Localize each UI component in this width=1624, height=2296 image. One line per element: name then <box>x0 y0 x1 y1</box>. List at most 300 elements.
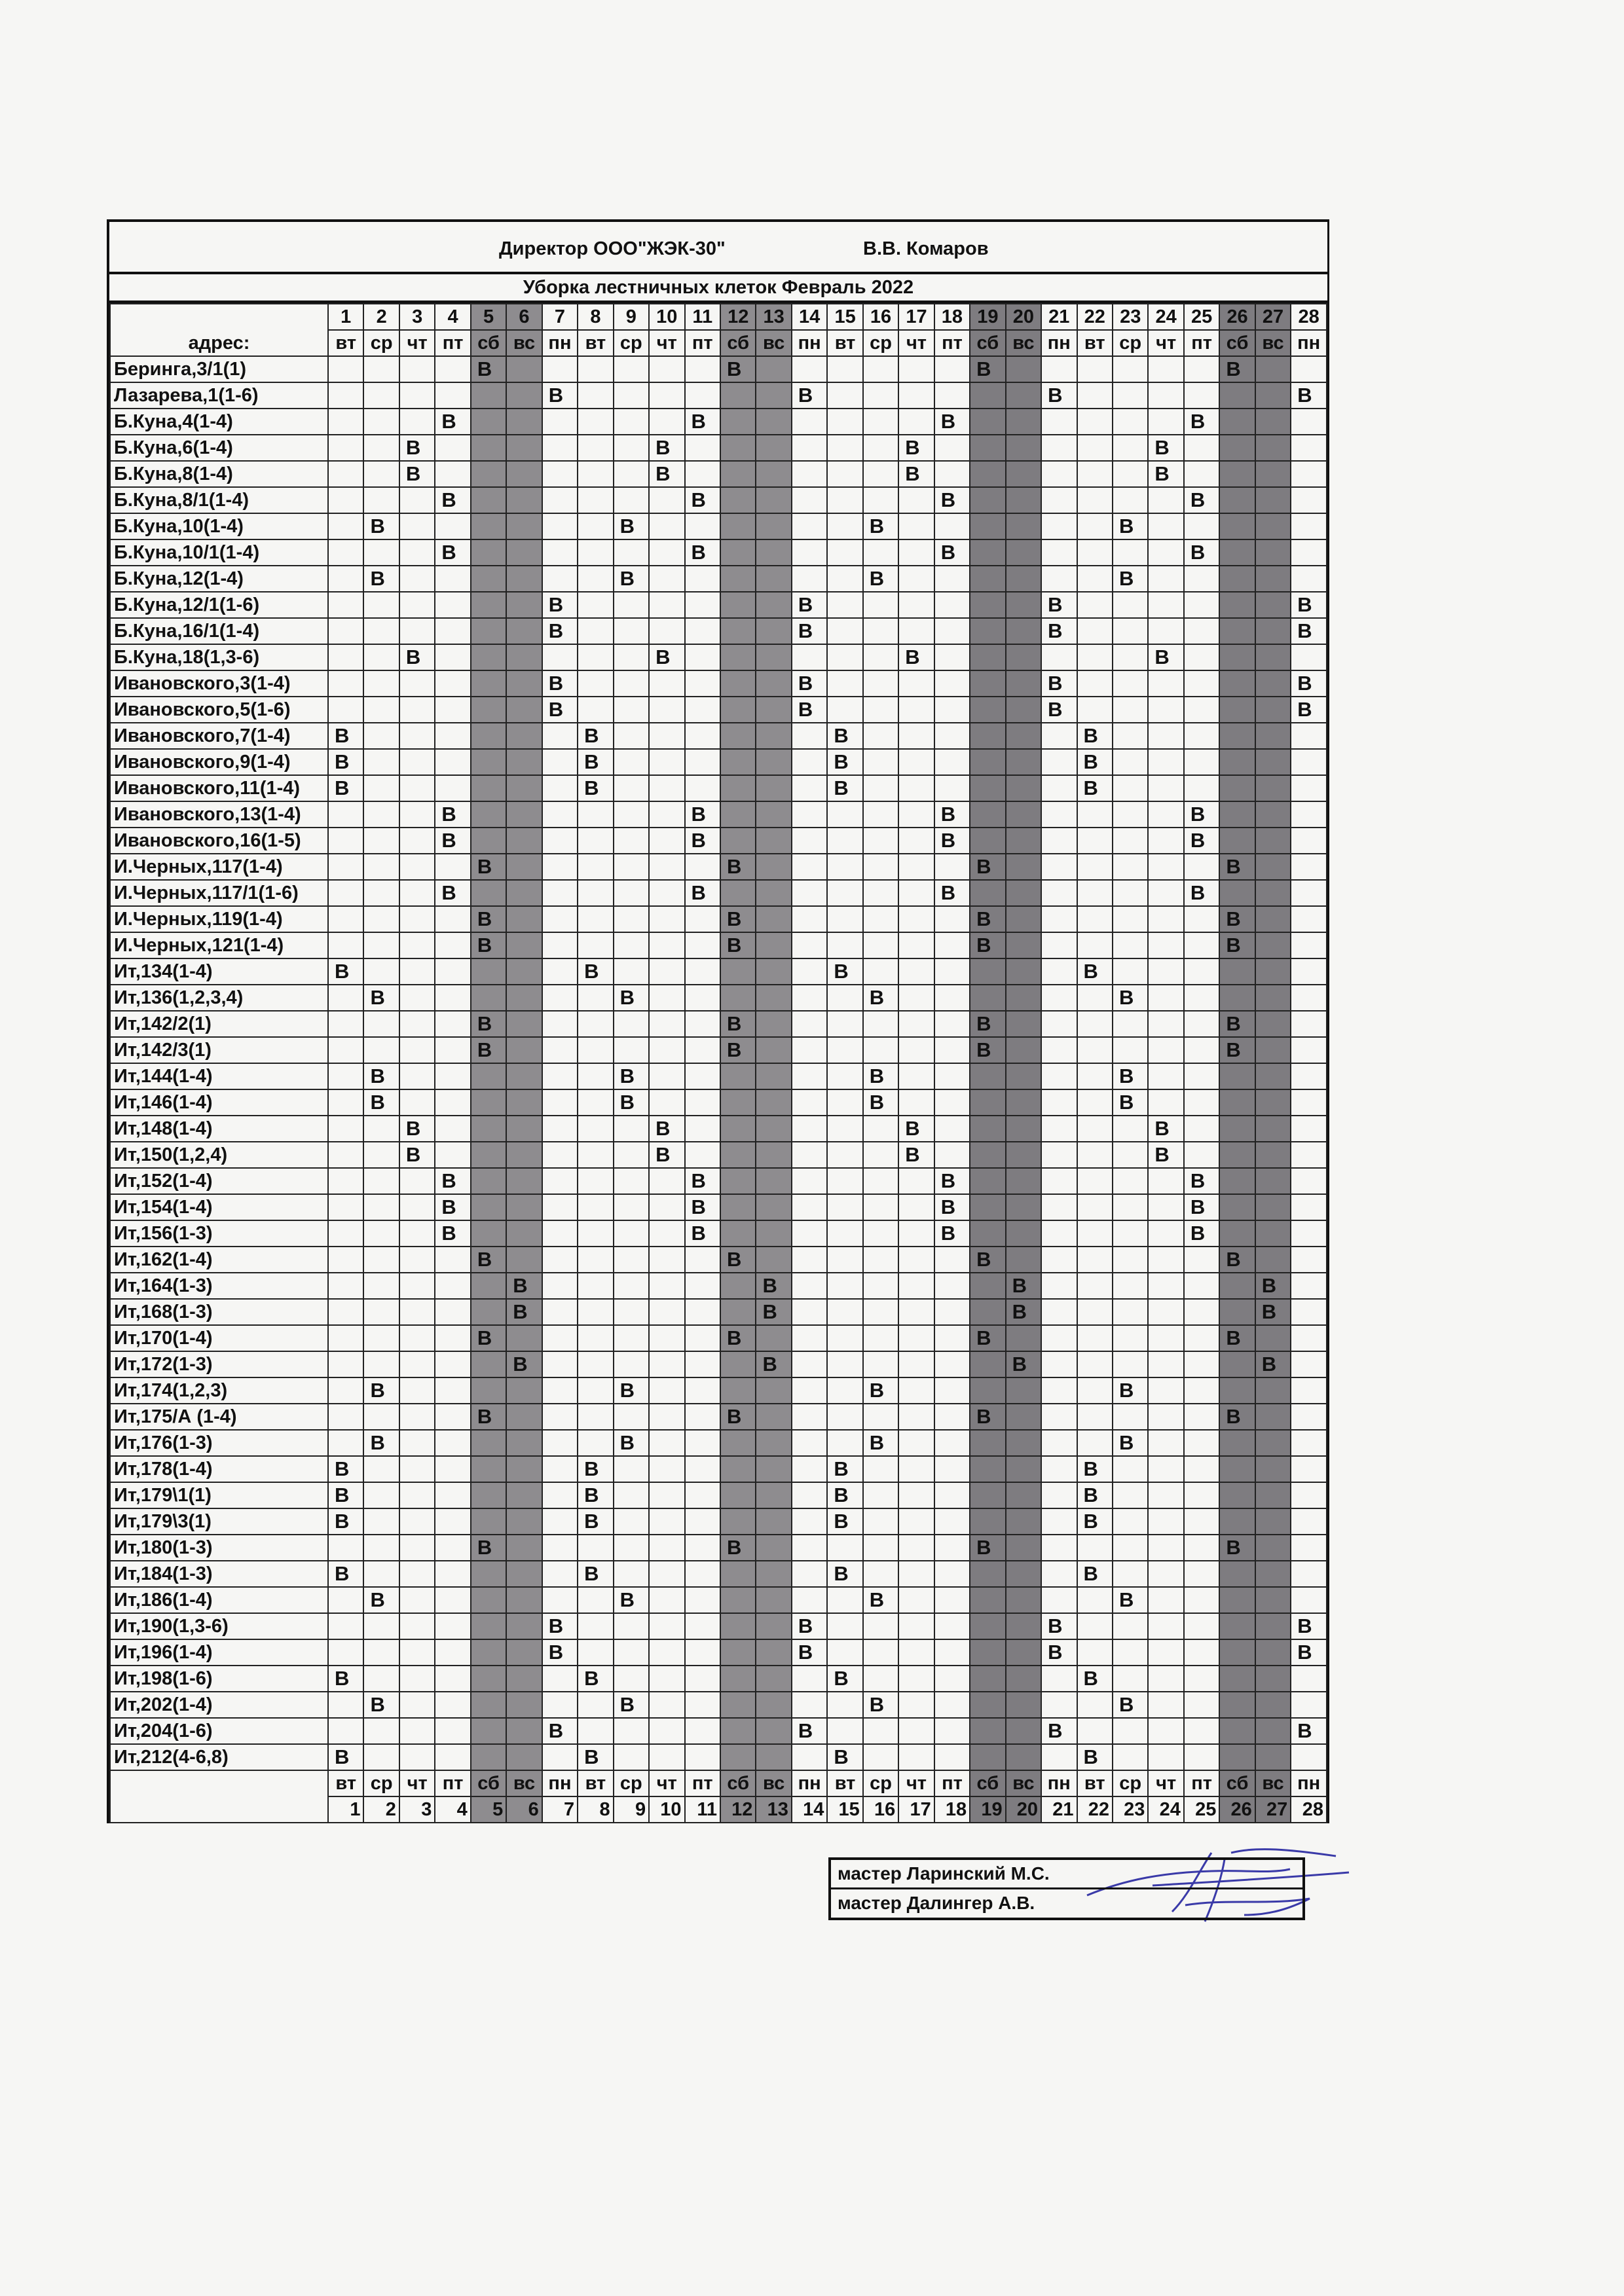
schedule-cell <box>506 1116 542 1142</box>
address-cell: Ит,196(1-4) <box>110 1639 328 1666</box>
schedule-cell <box>399 1613 435 1639</box>
schedule-cell <box>970 1666 1005 1692</box>
schedule-cell <box>827 1116 862 1142</box>
schedule-cell <box>827 1063 862 1089</box>
cleaning-mark-cell: В <box>1077 1482 1113 1508</box>
schedule-cell <box>898 1351 934 1377</box>
cleaning-mark-cell: В <box>863 566 898 592</box>
schedule-cell <box>720 539 756 566</box>
schedule-cell <box>970 1273 1005 1299</box>
schedule-cell <box>435 1456 470 1482</box>
weekday-header: ср <box>614 330 649 356</box>
schedule-cell <box>1077 1011 1113 1037</box>
cleaning-mark-cell: В <box>720 356 756 382</box>
schedule-cell <box>614 1639 649 1666</box>
schedule-cell <box>756 1220 791 1247</box>
schedule-cell <box>863 461 898 487</box>
schedule-cell <box>1113 775 1148 801</box>
table-row <box>110 1089 1327 1116</box>
schedule-cell <box>970 1587 1005 1613</box>
schedule-cell <box>720 1273 756 1299</box>
schedule-cell <box>827 1587 862 1613</box>
cleaning-mark-cell: В <box>1291 1639 1327 1666</box>
cleaning-mark-cell: В <box>1077 1666 1113 1692</box>
schedule-cell <box>1077 1639 1113 1666</box>
cleaning-mark-cell: В <box>898 435 934 461</box>
schedule-cell <box>720 1718 756 1744</box>
schedule-cell <box>792 932 827 958</box>
day-number-footer: 8 <box>578 1796 613 1823</box>
cleaning-mark-cell: В <box>542 1639 578 1666</box>
schedule-cell <box>863 1639 898 1666</box>
schedule-cell <box>1113 644 1148 670</box>
cleaning-mark-cell: В <box>328 1456 363 1482</box>
schedule-cell <box>1148 1194 1183 1220</box>
schedule-cell <box>506 828 542 854</box>
footer-row-weekdays <box>110 1770 1327 1796</box>
day-number-header: 18 <box>934 304 970 330</box>
schedule-cell <box>649 1273 684 1299</box>
schedule-cell <box>827 1273 862 1299</box>
schedule-cell <box>720 749 756 775</box>
schedule-cell <box>542 1692 578 1718</box>
schedule-cell <box>898 1535 934 1561</box>
schedule-cell <box>435 906 470 932</box>
weekday-footer: вс <box>506 1770 542 1796</box>
schedule-cell <box>471 1299 506 1325</box>
day-number-header: 1 <box>328 304 363 330</box>
schedule-cell <box>1077 1404 1113 1430</box>
schedule-cell <box>863 1744 898 1770</box>
schedule-cell <box>1291 1299 1327 1325</box>
schedule-cell <box>1113 749 1148 775</box>
schedule-cell <box>399 1063 435 1089</box>
schedule-cell <box>1041 1273 1077 1299</box>
schedule-cell <box>1148 958 1183 985</box>
schedule-cell <box>1184 906 1219 932</box>
schedule-cell <box>1148 356 1183 382</box>
schedule-cell <box>685 1299 720 1325</box>
schedule-cell <box>898 1456 934 1482</box>
schedule-cell <box>1113 1351 1148 1377</box>
schedule-cell <box>970 1063 1005 1089</box>
schedule-cell <box>1219 539 1255 566</box>
schedule-cell <box>614 828 649 854</box>
schedule-cell <box>934 1744 970 1770</box>
schedule-cell <box>898 1273 934 1299</box>
schedule-cell <box>1077 1613 1113 1639</box>
schedule-cell <box>1077 1718 1113 1744</box>
address-cell: Ит,180(1-3) <box>110 1535 328 1561</box>
schedule-cell <box>1006 670 1041 697</box>
schedule-cell <box>1184 1089 1219 1116</box>
table-row <box>110 1116 1327 1142</box>
schedule-cell <box>756 1168 791 1194</box>
schedule-cell <box>1077 1692 1113 1718</box>
schedule-cell <box>934 461 970 487</box>
schedule-cell <box>435 775 470 801</box>
schedule-cell <box>720 828 756 854</box>
schedule-cell <box>898 1482 934 1508</box>
schedule-cell <box>792 409 827 435</box>
cleaning-mark-cell: В <box>756 1351 791 1377</box>
schedule-cell <box>328 1037 363 1063</box>
schedule-cell <box>1291 1508 1327 1535</box>
schedule-cell <box>720 1561 756 1587</box>
schedule-cell <box>542 828 578 854</box>
schedule-cell <box>471 1744 506 1770</box>
cleaning-mark-cell: В <box>1148 1116 1183 1142</box>
schedule-cell <box>506 487 542 513</box>
schedule-cell <box>1077 644 1113 670</box>
cleaning-mark-cell: В <box>1113 985 1148 1011</box>
schedule-cell <box>827 1535 862 1561</box>
cleaning-mark-cell: В <box>1006 1273 1041 1299</box>
cleaning-mark-cell: В <box>934 1194 970 1220</box>
schedule-cell <box>970 749 1005 775</box>
schedule-cell <box>898 1299 934 1325</box>
schedule-cell <box>970 1142 1005 1168</box>
schedule-cell <box>1077 618 1113 644</box>
cleaning-mark-cell: В <box>578 1508 613 1535</box>
schedule-cell <box>471 1351 506 1377</box>
schedule-cell <box>970 435 1005 461</box>
schedule-cell <box>898 1561 934 1587</box>
schedule-cell <box>1184 644 1219 670</box>
schedule-cell <box>614 1194 649 1220</box>
schedule-cell <box>934 1351 970 1377</box>
cleaning-mark-cell: В <box>792 618 827 644</box>
schedule-cell <box>1184 1063 1219 1089</box>
schedule-cell <box>1291 906 1327 932</box>
schedule-cell <box>1113 1011 1148 1037</box>
schedule-cell <box>1113 958 1148 985</box>
schedule-cell <box>1006 1142 1041 1168</box>
schedule-cell <box>363 958 399 985</box>
schedule-cell <box>1041 1299 1077 1325</box>
address-cell: И.Черных,121(1-4) <box>110 932 328 958</box>
schedule-cell <box>435 723 470 749</box>
schedule-cell <box>399 1744 435 1770</box>
schedule-cell <box>1255 1037 1291 1063</box>
schedule-cell <box>827 409 862 435</box>
schedule-cell <box>578 1430 613 1456</box>
cleaning-mark-cell: В <box>649 461 684 487</box>
schedule-cell <box>1113 1220 1148 1247</box>
schedule-cell <box>827 670 862 697</box>
schedule-cell <box>1184 932 1219 958</box>
schedule-cell <box>399 1194 435 1220</box>
schedule-cell <box>399 1561 435 1587</box>
schedule-cell <box>1006 723 1041 749</box>
schedule-cell <box>1113 1273 1148 1299</box>
schedule-cell <box>328 566 363 592</box>
schedule-cell <box>1148 801 1183 828</box>
schedule-cell <box>471 513 506 539</box>
schedule-cell <box>649 1666 684 1692</box>
cleaning-mark-cell: В <box>898 1116 934 1142</box>
schedule-cell <box>792 461 827 487</box>
schedule-cell <box>1041 1456 1077 1482</box>
schedule-cell <box>328 592 363 618</box>
day-number-header: 20 <box>1006 304 1041 330</box>
schedule-cell <box>506 1037 542 1063</box>
schedule-cell <box>614 775 649 801</box>
cleaning-mark-cell: В <box>1184 1168 1219 1194</box>
schedule-cell <box>435 1430 470 1456</box>
schedule-cell <box>506 1744 542 1770</box>
schedule-cell <box>1148 409 1183 435</box>
cleaning-mark-cell: В <box>1291 697 1327 723</box>
schedule-cell <box>1006 1063 1041 1089</box>
schedule-cell <box>1291 461 1327 487</box>
schedule-cell <box>720 513 756 539</box>
schedule-cell <box>649 697 684 723</box>
schedule-cell <box>898 854 934 880</box>
schedule-cell <box>1255 1430 1291 1456</box>
schedule-cell <box>1113 1508 1148 1535</box>
day-number-footer: 2 <box>363 1796 399 1823</box>
day-number-footer: 3 <box>399 1796 435 1823</box>
schedule-cell <box>399 1587 435 1613</box>
schedule-cell <box>898 1377 934 1404</box>
schedule-cell <box>471 1063 506 1089</box>
schedule-cell <box>578 618 613 644</box>
schedule-cell <box>1077 435 1113 461</box>
schedule-cell <box>542 1194 578 1220</box>
schedule-cell <box>399 1482 435 1508</box>
schedule-cell <box>1006 1168 1041 1194</box>
cleaning-mark-cell: В <box>435 801 470 828</box>
table-row <box>110 1613 1327 1639</box>
day-number-footer: 12 <box>720 1796 756 1823</box>
schedule-cell <box>720 670 756 697</box>
weekday-footer: пн <box>1041 1770 1077 1796</box>
schedule-cell <box>1006 775 1041 801</box>
schedule-cell <box>435 1639 470 1666</box>
cleaning-mark-cell: В <box>542 670 578 697</box>
address-cell: Ит,148(1-4) <box>110 1116 328 1142</box>
schedule-cell <box>934 906 970 932</box>
schedule-cell <box>542 1299 578 1325</box>
schedule-cell <box>1077 1273 1113 1299</box>
day-number-header: 10 <box>649 304 684 330</box>
schedule-cell <box>934 356 970 382</box>
weekday-footer: вс <box>1255 1770 1291 1796</box>
schedule-cell <box>1255 854 1291 880</box>
table-row <box>110 1430 1327 1456</box>
schedule-cell <box>1291 1692 1327 1718</box>
weekday-header: пн <box>1291 330 1327 356</box>
schedule-cell <box>506 566 542 592</box>
schedule-cell <box>435 854 470 880</box>
schedule-cell <box>399 801 435 828</box>
schedule-cell <box>1184 1587 1219 1613</box>
day-number-footer: 13 <box>756 1796 791 1823</box>
schedule-cell <box>471 1142 506 1168</box>
schedule-cell <box>1113 697 1148 723</box>
schedule-cell <box>934 382 970 409</box>
schedule-cell <box>1184 1142 1219 1168</box>
schedule-cell <box>970 461 1005 487</box>
schedule-cell <box>863 618 898 644</box>
schedule-cell <box>1184 1377 1219 1404</box>
schedule-cell <box>720 1639 756 1666</box>
cleaning-mark-cell: В <box>792 382 827 409</box>
table-row <box>110 1744 1327 1770</box>
schedule-cell <box>1077 854 1113 880</box>
cleaning-mark-cell: В <box>1041 382 1077 409</box>
schedule-cell <box>471 1692 506 1718</box>
day-number-footer: 19 <box>970 1796 1005 1823</box>
schedule-cell <box>506 1168 542 1194</box>
schedule-cell <box>1255 1194 1291 1220</box>
schedule-cell <box>435 356 470 382</box>
schedule-cell <box>435 749 470 775</box>
address-cell: Ит,150(1,2,4) <box>110 1142 328 1168</box>
schedule-cell <box>934 1089 970 1116</box>
schedule-cell <box>898 1639 934 1666</box>
schedule-cell <box>363 1011 399 1037</box>
schedule-cell <box>1219 775 1255 801</box>
schedule-cell <box>934 1325 970 1351</box>
schedule-cell <box>685 1089 720 1116</box>
schedule-cell <box>1184 749 1219 775</box>
weekday-footer: пт <box>934 1770 970 1796</box>
schedule-cell <box>792 1063 827 1089</box>
schedule-cell <box>863 356 898 382</box>
cleaning-mark-cell: В <box>1184 880 1219 906</box>
schedule-cell <box>827 461 862 487</box>
schedule-cell <box>970 487 1005 513</box>
cleaning-mark-cell: В <box>934 1168 970 1194</box>
schedule-cell <box>1184 592 1219 618</box>
schedule-cell <box>1184 1561 1219 1587</box>
schedule-cell <box>1219 1351 1255 1377</box>
cleaning-mark-cell: В <box>1219 1247 1255 1273</box>
header-row-days <box>110 304 1327 330</box>
schedule-cell <box>614 644 649 670</box>
day-number-footer: 24 <box>1148 1796 1183 1823</box>
schedule-cell <box>898 697 934 723</box>
cleaning-mark-cell: В <box>1219 1325 1255 1351</box>
weekday-footer: ср <box>614 1770 649 1796</box>
table-row <box>110 1666 1327 1692</box>
schedule-cell <box>614 1718 649 1744</box>
schedule-cell <box>542 1377 578 1404</box>
schedule-cell <box>1291 775 1327 801</box>
schedule-cell <box>756 1037 791 1063</box>
cleaning-mark-cell: В <box>506 1299 542 1325</box>
schedule-cell <box>827 1430 862 1456</box>
weekday-footer: пн <box>792 1770 827 1796</box>
schedule-cell <box>827 1011 862 1037</box>
schedule-cell <box>1219 382 1255 409</box>
schedule-cell <box>827 906 862 932</box>
schedule-cell <box>1077 1587 1113 1613</box>
schedule-cell <box>471 1116 506 1142</box>
schedule-cell <box>970 723 1005 749</box>
cleaning-mark-cell: В <box>1113 1430 1148 1456</box>
address-cell: Ит,144(1-4) <box>110 1063 328 1089</box>
schedule-cell <box>614 539 649 566</box>
cleaning-mark-cell: В <box>792 592 827 618</box>
schedule-cell <box>827 1194 862 1220</box>
schedule-cell <box>363 592 399 618</box>
schedule-cell <box>614 1351 649 1377</box>
schedule-cell <box>1291 1377 1327 1404</box>
schedule-cell <box>363 382 399 409</box>
address-cell: Ивановского,7(1-4) <box>110 723 328 749</box>
schedule-cell <box>328 382 363 409</box>
schedule-cell <box>1255 461 1291 487</box>
schedule-cell <box>792 1535 827 1561</box>
schedule-cell <box>399 775 435 801</box>
schedule-cell <box>578 1351 613 1377</box>
day-number-header: 21 <box>1041 304 1077 330</box>
schedule-cell <box>756 723 791 749</box>
schedule-cell <box>328 697 363 723</box>
schedule-cell <box>1184 1666 1219 1692</box>
schedule-cell <box>1148 1587 1183 1613</box>
schedule-cell <box>471 958 506 985</box>
schedule-cell <box>1255 1011 1291 1037</box>
schedule-cell <box>1255 618 1291 644</box>
schedule-cell <box>1219 1430 1255 1456</box>
cleaning-mark-cell: В <box>363 1089 399 1116</box>
weekday-header: чт <box>898 330 934 356</box>
schedule-cell <box>685 932 720 958</box>
schedule-cell <box>1006 985 1041 1011</box>
schedule-cell <box>1184 1037 1219 1063</box>
schedule-cell <box>471 828 506 854</box>
schedule-cell <box>756 932 791 958</box>
schedule-cell <box>363 1404 399 1430</box>
cleaning-mark-cell: В <box>1219 1037 1255 1063</box>
schedule-cell <box>649 1508 684 1535</box>
schedule-cell <box>863 958 898 985</box>
day-number-header: 2 <box>363 304 399 330</box>
schedule-cell <box>1219 1692 1255 1718</box>
schedule-cell <box>328 854 363 880</box>
schedule-cell <box>792 1456 827 1482</box>
schedule-cell <box>1255 880 1291 906</box>
schedule-cell <box>399 1089 435 1116</box>
schedule-cell <box>1006 932 1041 958</box>
schedule-cell <box>1219 1194 1255 1220</box>
schedule-cell <box>827 697 862 723</box>
schedule-cell <box>934 1063 970 1089</box>
schedule-cell <box>649 409 684 435</box>
table-row <box>110 880 1327 906</box>
cleaning-mark-cell: В <box>1219 1011 1255 1037</box>
schedule-cell <box>1006 1456 1041 1482</box>
day-number-header: 3 <box>399 304 435 330</box>
schedule-cell <box>720 1168 756 1194</box>
schedule-cell <box>756 1482 791 1508</box>
schedule-cell <box>578 356 613 382</box>
schedule-cell <box>1041 356 1077 382</box>
schedule-cell <box>720 1063 756 1089</box>
schedule-cell <box>1006 1744 1041 1770</box>
schedule-cell <box>578 487 613 513</box>
schedule-cell <box>898 1718 934 1744</box>
schedule-cell <box>1041 1561 1077 1587</box>
schedule-cell <box>1148 985 1183 1011</box>
schedule-cell <box>934 1666 970 1692</box>
cleaning-mark-cell: В <box>1077 1508 1113 1535</box>
schedule-cell <box>1219 1508 1255 1535</box>
